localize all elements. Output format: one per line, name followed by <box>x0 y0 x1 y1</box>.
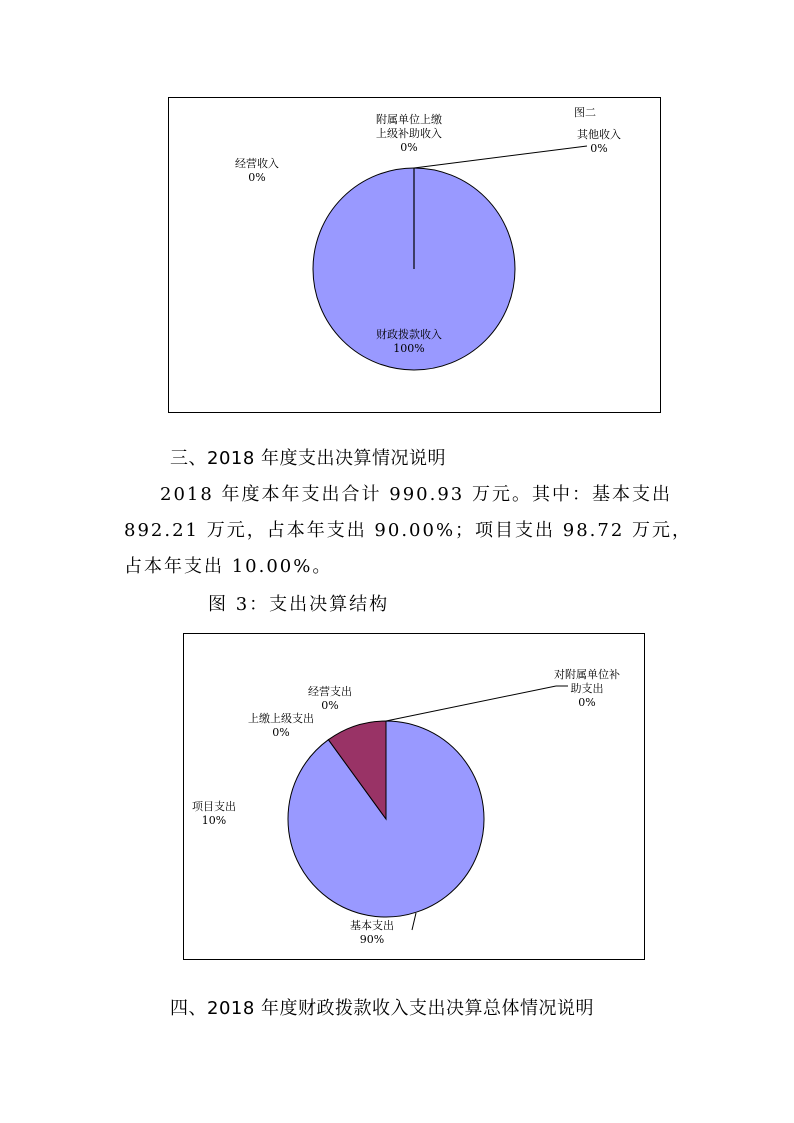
label-project-expenditure: 项目支出 10% <box>192 800 236 827</box>
section3-para-line3: 占本年支出 10.00%。 <box>124 556 333 577</box>
label-basic-expenditure: 基本支出 90% <box>350 919 394 946</box>
section3-para-line2: 892.21 万元，占本年支出 90.00%；项目支出 98.72 万元， <box>124 520 693 541</box>
leader-line-basic <box>412 913 416 930</box>
label-subsidy-expenditure: 对附属单位补 助支出 0% <box>554 668 620 709</box>
expenditure-pie-chart <box>183 633 645 960</box>
revenue-pie-chart <box>168 97 661 413</box>
label-business-expenditure: 经营支出 0% <box>308 685 352 712</box>
section3-heading: 三、2018 年度支出决算情况说明 <box>170 448 447 469</box>
section4-heading: 四、2018 年度财政拨款收入支出决算总体情况说明 <box>170 998 595 1019</box>
label-upper-expenditure: 上缴上级支出 0% <box>248 712 314 739</box>
label-affiliated-income: 附属单位上缴 上级补助收入 0% <box>376 113 442 154</box>
chart-title: 图二 <box>574 106 596 119</box>
leader-line-subsidy <box>386 686 556 721</box>
label-business-income: 经营收入 0% <box>235 157 279 184</box>
label-other-income: 其他收入 0% <box>577 128 621 155</box>
section3-para-line1: 2018 年度本年支出合计 990.93 万元。其中：基本支出 <box>160 484 672 505</box>
figure3-caption: 图 3：支出决算结构 <box>208 594 390 615</box>
label-fiscal-appropriation: 财政拨款收入 100% <box>376 328 442 355</box>
